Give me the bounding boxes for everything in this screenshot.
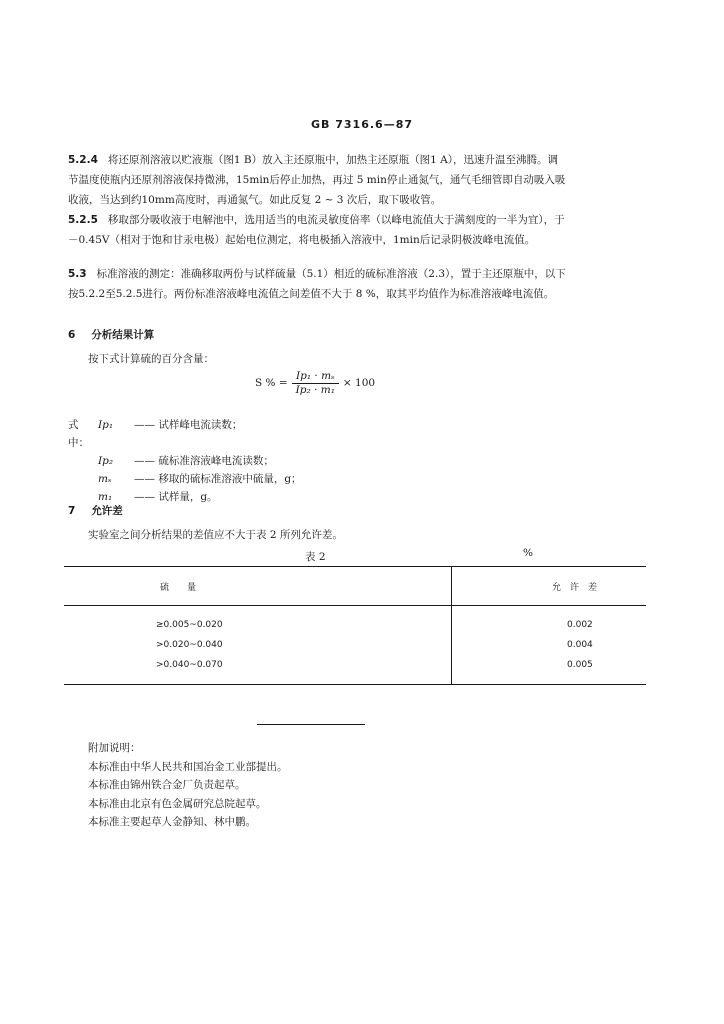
table-caption: 表 2 <box>305 551 326 563</box>
table-cell: >0.020~0.040 <box>64 635 452 655</box>
additional-notes <box>88 739 288 832</box>
where-item <box>68 452 302 470</box>
formula-lhs: S % = <box>255 377 288 389</box>
table-cell: 0.005 <box>452 655 647 685</box>
note-line: 本标准由北京有色金属研究总院起草。 <box>88 797 267 810</box>
formula-numerator: Ip₁ · mₛ <box>292 370 339 384</box>
section-title: 允许差 <box>91 505 123 517</box>
notes-title: 附加说明： <box>88 742 141 754</box>
formula-fraction <box>292 370 339 396</box>
table-cell: 0.002 <box>567 620 593 630</box>
clause-5-3 <box>68 264 568 304</box>
tolerance-table <box>64 566 646 685</box>
note-line: 本标准主要起草人金静知、林中鹏。 <box>88 816 256 828</box>
clause-text: 移取部分吸收液于电解池中，选用适当的电流灵敏度倍率（以峰电流值大于满刻度的一半为宜），于－0.45V（相对于饱和甘汞电极）起始电位测定，将电极插入溶液中，1min后记录阴极波峰电流值。 <box>68 214 565 246</box>
divider-rule <box>257 724 365 725</box>
formula-tail: × 100 <box>342 377 376 389</box>
symbol: Ip₁ <box>98 419 114 431</box>
formula <box>255 370 375 396</box>
where-lead: 式中： <box>68 419 89 449</box>
table-cell: 0.004 <box>567 640 593 650</box>
section-7-heading <box>68 503 123 518</box>
table-header-row <box>64 567 646 606</box>
where-item <box>68 416 302 452</box>
symbol-description: —— 试样峰电流读数； <box>134 419 243 431</box>
note-line: 本标准由锦州铁合金厂负责起草。 <box>88 779 246 791</box>
clause-text: 标准溶液的测定：准确移取两份与试样硫量（5.1）相近的硫标准溶液（2.3），置于主还原瓶中，以下按5.2.2至5.2.5进行。两份标准溶液峰电流值之间差值不大于 8 %，取其平均值作为标准溶液峰电流值。 <box>68 268 566 300</box>
document-header: GB 7316.6—87 <box>311 118 413 131</box>
symbol: mₛ <box>98 473 112 485</box>
clause-5-2-5 <box>68 210 568 250</box>
clause-number: 5.2.5 <box>68 214 98 226</box>
section-7-intro: 实验室之间分析结果的差值应不大于表 2 所列允许差。 <box>88 529 343 541</box>
clause-number: 5.3 <box>68 268 87 280</box>
symbol-description: —— 硫标准溶液峰电流读数； <box>134 455 274 467</box>
table-row <box>64 606 646 636</box>
table-cell: ≥0.005~0.020 <box>64 606 452 636</box>
where-item <box>68 470 302 488</box>
section-number: 6 <box>68 329 76 341</box>
clause-number: 5.2.4 <box>68 154 98 166</box>
section-6-heading <box>68 327 154 342</box>
note-line: 本标准由中华人民共和国冶金工业部提出。 <box>88 760 288 773</box>
table-unit: % <box>523 547 533 559</box>
table-row <box>64 635 646 655</box>
symbol-description: —— 移取的硫标准溶液中硫量，g； <box>134 473 302 485</box>
column-header: 允 许 差 <box>452 567 647 606</box>
symbol: m₁ <box>98 491 113 503</box>
table-row <box>64 655 646 685</box>
where-list <box>68 416 302 506</box>
clause-5-2-4 <box>68 150 568 210</box>
symbol: Ip₂ <box>98 455 114 467</box>
clause-text: 将还原剂溶液以贮液瓶（图1 B）放入主还原瓶中，加热主还原瓶（图1 A），迅速升温至沸腾。调节温度使瓶内还原剂溶液保持微沸，15min后停止加热，再过 5 min停止通氮气，通气毛细管即自动吸入吸收液，当达到约10mm高度时，再通氮气。如此反复 2 ~ 3 次后，取下吸收管。 <box>68 154 566 206</box>
formula-denominator: Ip₂ · m₁ <box>295 384 335 396</box>
symbol-description: —— 试样量，g。 <box>134 491 218 503</box>
column-header: 硫 量 <box>64 567 452 606</box>
section-6-intro: 按下式计算硫的百分含量： <box>88 353 214 365</box>
section-number: 7 <box>68 505 76 517</box>
table-cell: >0.040~0.070 <box>64 655 452 685</box>
section-title: 分析结果计算 <box>91 329 155 341</box>
